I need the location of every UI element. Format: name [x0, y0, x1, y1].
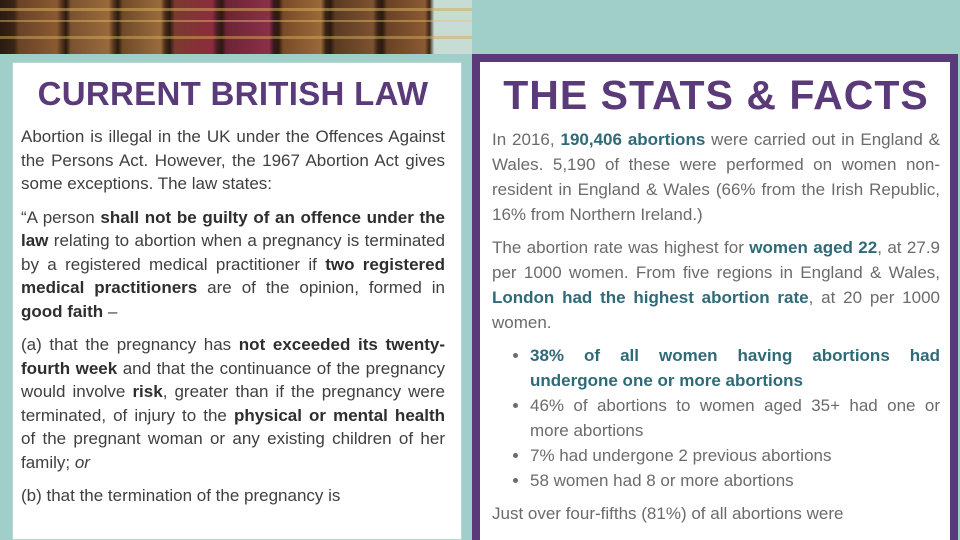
stats-bullet-list — [492, 343, 940, 493]
british-law-heading: CURRENT BRITISH LAW — [37, 75, 429, 112]
stats-bullet: • 7% had undergone 2 previous abortions — [530, 443, 940, 468]
law-intro-paragraph: Abortion is illegal in the UK under the Offences Against the Persons Act. However, the 1967 Abortion Act gives some exceptions. The law states: — [21, 127, 445, 193]
law-quote-paragraph: “A person shall not be guilty of an offence under the law relating to abortion when a pregnancy is terminated by a registered medical practitioner if two registered medical practitioners are of the opinion, formed in good faith – — [21, 207, 445, 321]
stats-paragraph-2: The abortion rate was highest for women aged 22, at 27.9 per 1000 women. From five regions in England & Wales, London had the highest abortion rate, at 20 per 1000 women. — [492, 238, 940, 332]
stats-facts-heading: THE STATS & FACTS — [503, 72, 929, 118]
stats-bullet: • 46% of abortions to women aged 35+ had one or more abortions — [530, 393, 940, 443]
stats-facts-content — [480, 62, 950, 540]
british-law-panel — [12, 62, 462, 540]
stats-paragraph-3: Just over four-fifths (81%) of all abortions were — [492, 504, 844, 523]
bookshelf-photo — [0, 0, 472, 54]
law-clause-a: (a) that the pregnancy has not exceeded its twenty-fourth week and that the continuance of the pregnancy would involve risk, greater than if the pregnancy were terminated, of injury to the physical or mental health of the pregnant woman or any existing children of her family; or — [21, 335, 446, 472]
law-clause-b: (b) that the termination of the pregnancy is — [21, 486, 341, 505]
stats-facts-panel — [472, 54, 958, 540]
stats-bullet: • 58 women had 8 or more abortions — [530, 468, 940, 493]
stats-bullet: • 38% of all women having abortions had undergone one or more abortions — [530, 343, 940, 393]
stats-paragraph-1: In 2016, 190,406 abortions were carried out in England & Wales. 5,190 of these were performed on women non-resident in England & Wales (66% from the Irish Republic, 16% from Northern Ireland.) — [492, 130, 941, 224]
